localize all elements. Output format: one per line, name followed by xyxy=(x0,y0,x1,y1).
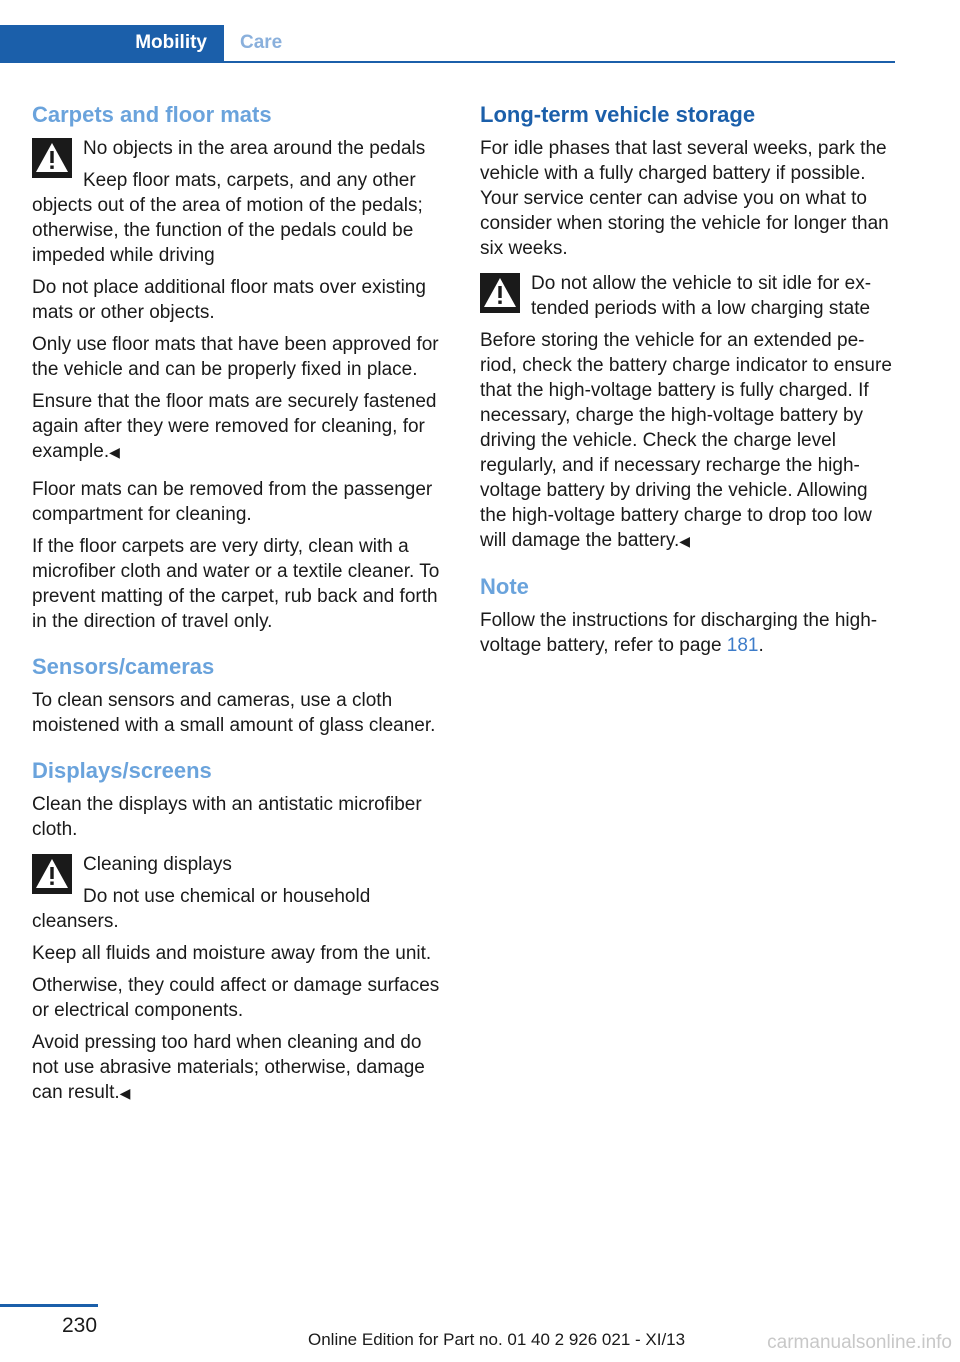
warning-triangle-icon xyxy=(480,273,520,313)
warning-text: Keep all fluids and moisture away from the unit. xyxy=(32,943,432,964)
header-rule xyxy=(0,61,895,63)
heading-sensors: Sensors/cameras xyxy=(32,654,215,679)
warning-pedals xyxy=(32,136,447,465)
warning-text: Avoid pressing too hard when cleaning and do not use abrasive materials; otherwise, damage can result.◀ xyxy=(32,1032,425,1103)
paragraph: Clean the displays with an antistatic microfiber cloth. xyxy=(32,794,422,840)
warning-text: Do not place additional floor mats over existing mats or other objects. xyxy=(32,277,426,323)
paragraph: Follow the instructions for discharging the high-voltage battery, refer to page 181. xyxy=(480,610,878,656)
warning-text: Before storing the vehicle for an extended period, check the battery charge indicator to ensure that the high-voltage battery is fully charged. If necessary, charge the high-voltage battery by driving the vehicle. Check the charge level regularly, and if necessary recharge the high-voltage battery by driving the vehicle. Allowing the high-voltage battery charge to drop too low will damage the battery.◀ xyxy=(480,330,892,551)
left-column xyxy=(32,100,447,1113)
watermark: carmanualsonline.info xyxy=(767,1332,952,1353)
page-link[interactable]: 181 xyxy=(726,635,759,656)
heading-carpets: Carpets and floor mats xyxy=(32,102,272,127)
tab-mobility[interactable]: Mobility xyxy=(0,25,224,61)
page-number: 230 xyxy=(62,1314,98,1337)
chapter-header xyxy=(0,25,895,63)
paragraph: For idle phases that last several weeks, park the vehicle with a fully charged battery if possible. Your service center can advise you on what to consider when storing the vehicle for longer than six weeks. xyxy=(480,138,889,259)
end-mark-icon: ◀ xyxy=(119,1085,131,1101)
warning-text: Do not use chemical or household cleansers. xyxy=(32,886,371,932)
paragraph: To clean sensors and cameras, use a cloth moistened with a small amount of glass cleaner. xyxy=(32,690,436,736)
tab-care[interactable]: Care xyxy=(240,32,283,53)
warning-text: Ensure that the floor mats are securely fastened again after they were removed for cleaning, for example.◀ xyxy=(32,391,437,462)
warning-text: Only use floor mats that have been approved for the vehicle and can be properly fixed in place. xyxy=(32,334,439,380)
heading-displays: Displays/screens xyxy=(32,758,212,783)
right-column xyxy=(480,100,895,665)
warning-title: Cleaning displays xyxy=(83,854,232,875)
end-mark-icon: ◀ xyxy=(679,533,691,549)
warning-text: Otherwise, they could affect or damage surfaces or electrical components. xyxy=(32,975,440,1021)
heading-note: Note xyxy=(480,574,529,599)
paragraph: Floor mats can be removed from the passenger compartment for cleaning. xyxy=(32,479,433,525)
warning-displays xyxy=(32,852,447,1106)
warning-triangle-icon xyxy=(32,854,72,894)
warning-title: Do not allow the vehicle to sit idle for extended periods with a low charging state xyxy=(531,273,872,319)
edition-text: Online Edition for Part no. 01 40 2 926 021 - XI/13 xyxy=(308,1330,686,1349)
heading-storage: Long-term vehicle storage xyxy=(480,102,756,127)
warning-text: Keep floor mats, carpets, and any other objects out of the area of motion of the pedals; otherwise, the function of the pedals could be impeded while driving xyxy=(32,170,423,266)
footer-rule xyxy=(0,1304,98,1307)
warning-storage xyxy=(480,271,895,554)
end-mark-icon: ◀ xyxy=(109,444,120,460)
warning-triangle-icon xyxy=(32,138,72,178)
warning-title: No objects in the area around the pedals xyxy=(83,138,426,159)
paragraph: If the floor carpets are very dirty, clean with a microfiber cloth and water or a textile cleaner. To prevent matting of the carpet, rub back and forth in the direction of travel only. xyxy=(32,536,440,632)
